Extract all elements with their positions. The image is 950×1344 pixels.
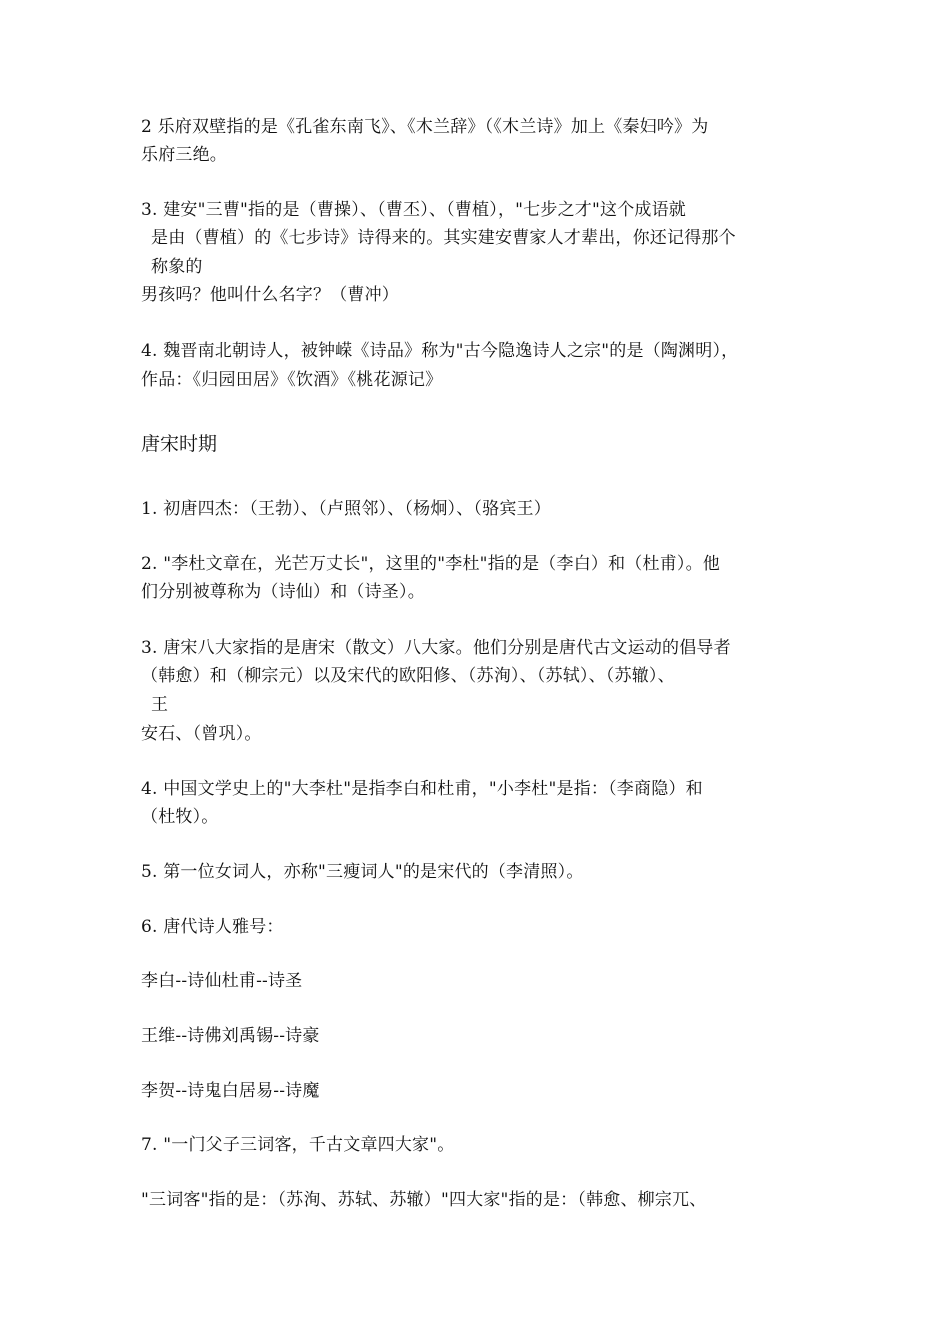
- text-line: （杜牧）。: [141, 807, 219, 827]
- text-line: 安石、（曾巩）。: [141, 724, 262, 744]
- text-line: 王维--诗佛刘禹锡--诗豪: [141, 1026, 320, 1046]
- text-line: 4. 中国文学史上的"大李杜"是指李白和杜甫，"小李杜"是指：（李商隐）和: [141, 779, 703, 799]
- text-line: 6. 唐代诗人雅号：: [141, 917, 284, 937]
- text-line: 称象的: [151, 257, 203, 277]
- text-line: 李白--诗仙杜甫--诗圣: [141, 971, 303, 991]
- section-heading: 唐宋时期: [141, 433, 218, 455]
- text-line: "三词客"指的是：（苏洵、苏轼、苏辙）"四大家"指的是：（韩愈、柳宗兀、: [141, 1190, 707, 1210]
- text-line: 2. "李杜文章在，光芒万丈长"，这里的"李杜"指的是（李白）和（杜甫）。他: [141, 554, 720, 574]
- text-line: 5. 第一位女词人，亦称"三瘦词人"的是宋代的（李清照）。: [141, 862, 584, 882]
- text-line: 们分别被尊称为（诗仙）和（诗圣）。: [141, 582, 425, 602]
- text-line: 男孩吗？他叫什么名字？（曹冲）: [141, 285, 399, 305]
- text-line: 王: [151, 695, 169, 715]
- text-line: 3. 唐宋八大家指的是唐宋（散文）八大家。他们分别是唐代古文运动的倡导者: [141, 638, 731, 658]
- text-line: 乐府三绝。: [141, 145, 227, 165]
- text-line: 李贺--诗鬼白居易--诗魔: [141, 1081, 320, 1101]
- text-line: 4. 魏晋南北朝诗人，被钟嵘《诗品》称为"古今隐逸诗人之宗"的是（陶渊明），: [141, 341, 739, 361]
- text-line: 是由（曹植）的《七步诗》诗得来的。其实建安曹家人才辈出，你还记得那个: [151, 228, 736, 248]
- text-line: 1. 初唐四杰：（王勃）、（卢照邻）、（杨炯）、（骆宾王）: [141, 499, 551, 519]
- text-line: 2 乐府双壁指的是《孔雀东南飞》、《木兰辞》（《木兰诗》加上《秦妇吟》为: [141, 117, 709, 137]
- text-line: 7. "一门父子三词客，千古文章四大家"。: [141, 1135, 455, 1155]
- text-line: 3. 建安"三曹"指的是（曹操）、（曹丕）、（曹植），"七步之才"这个成语就: [141, 200, 686, 220]
- text-line: （韩愈）和（柳宗元）以及宋代的欧阳修、（苏洵）、（苏轼）、（苏辙）、: [141, 666, 675, 686]
- text-line: 作品：《归园田居》《饮酒》《桃花源记》: [141, 370, 443, 390]
